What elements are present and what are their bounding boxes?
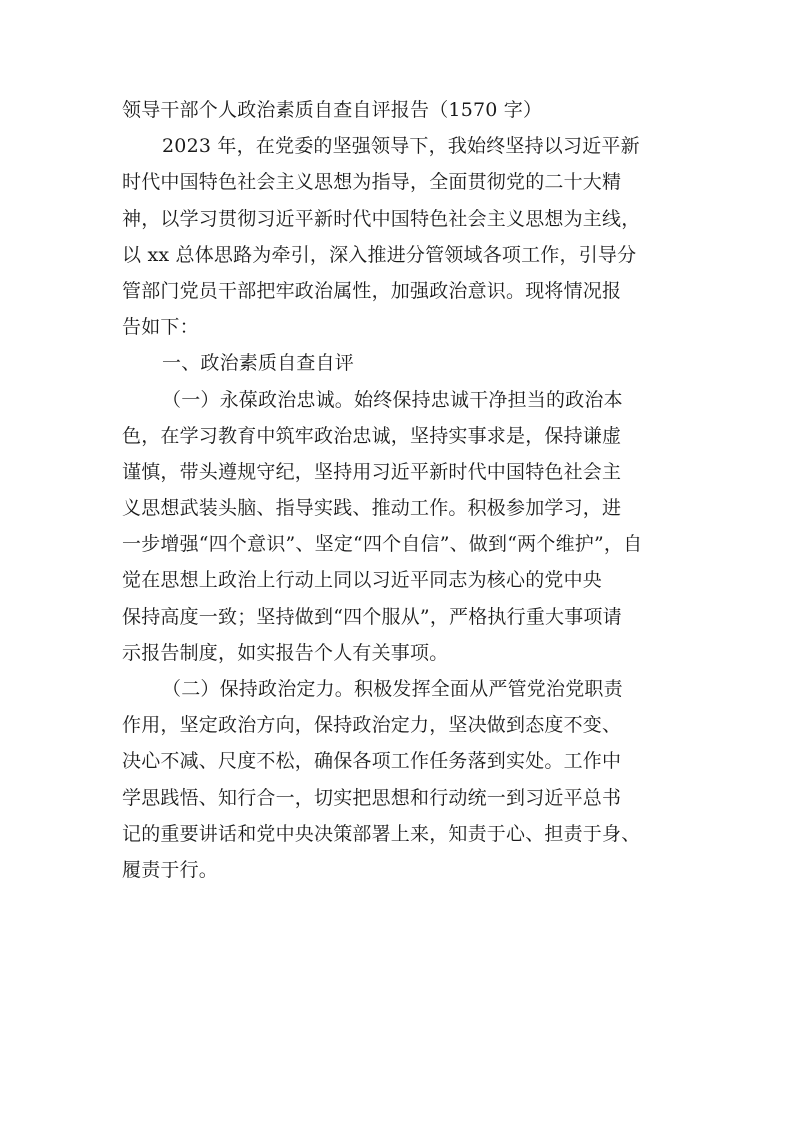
document-title: 领导干部个人政治素质自查自评报告（1570 字） (122, 99, 543, 121)
paragraph-3-line-1: （一）永葆政治忠诚。始终保持忠诚干净担当的政治本 (162, 388, 623, 411)
paragraph-4-line-6: 履责于行。 (122, 858, 219, 881)
document-body (122, 92, 682, 888)
paragraph-4-line-4: 学思践悟、知行合一，切实把思想和行动统一到习近平总书 (122, 786, 622, 809)
paragraph-1-line-3: 神，以学习贯彻习近平新时代中国特色社会主义思想为主线， (122, 207, 641, 230)
paragraph-3-line-6: 觉在思想上政治上行动上同以习近平同志为核心的党中央 (122, 569, 603, 592)
paragraph-4-line-2: 作用，坚定政治方向，保持政治定力，坚决做到态度不变、 (122, 714, 622, 737)
paragraph-1-line-5: 管部门党员干部把牢政治属性，加强政治意识。现将情况报 (122, 279, 622, 302)
section-heading: 一、政治素质自查自评 (162, 352, 355, 375)
paragraph-1-line-4: 以 xx 总体思路为牵引，深入推进分管领域各项工作，引导分 (122, 243, 637, 266)
paragraph-3-line-4: 义思想武装头脑、指导实践、推动工作。积极参加学习，进 (122, 497, 622, 520)
paragraph-3-line-2: 色，在学习教育中筑牢政治忠诚，坚持实事求是，保持谦虚 (122, 424, 622, 447)
paragraph-3-line-7: 保持高度一致；坚持做到“四个服从”，严格执行重大事项请 (122, 605, 622, 628)
paragraph-3-line-8: 示报告制度，如实报告个人有关事项。 (122, 641, 449, 664)
paragraph-4-line-3: 决心不减、尺度不松，确保各项工作任务落到实处。工作中 (122, 750, 622, 773)
paragraph-1-line-1: 2023 年，在党委的坚强领导下，我始终坚持以习近平新 (162, 135, 640, 158)
paragraph-4-line-5: 记的重要讲话和党中央决策部署上来，知责于心、担责于身、 (122, 822, 641, 845)
paragraph-3-line-5: 一步增强“四个意识”、坚定“四个自信”、做到“两个维护”，自 (122, 533, 643, 556)
paragraph-1-line-6: 告如下： (122, 316, 199, 339)
paragraph-1-line-2: 时代中国特色社会主义思想为指导，全面贯彻党的二十大精 (122, 171, 622, 194)
paragraph-4-line-1: （二）保持政治定力。积极发挥全面从严管党治党职责 (162, 678, 623, 700)
paragraph-3-line-3: 谨慎，带头遵规守纪，坚持用习近平新时代中国特色社会主 (122, 460, 622, 483)
